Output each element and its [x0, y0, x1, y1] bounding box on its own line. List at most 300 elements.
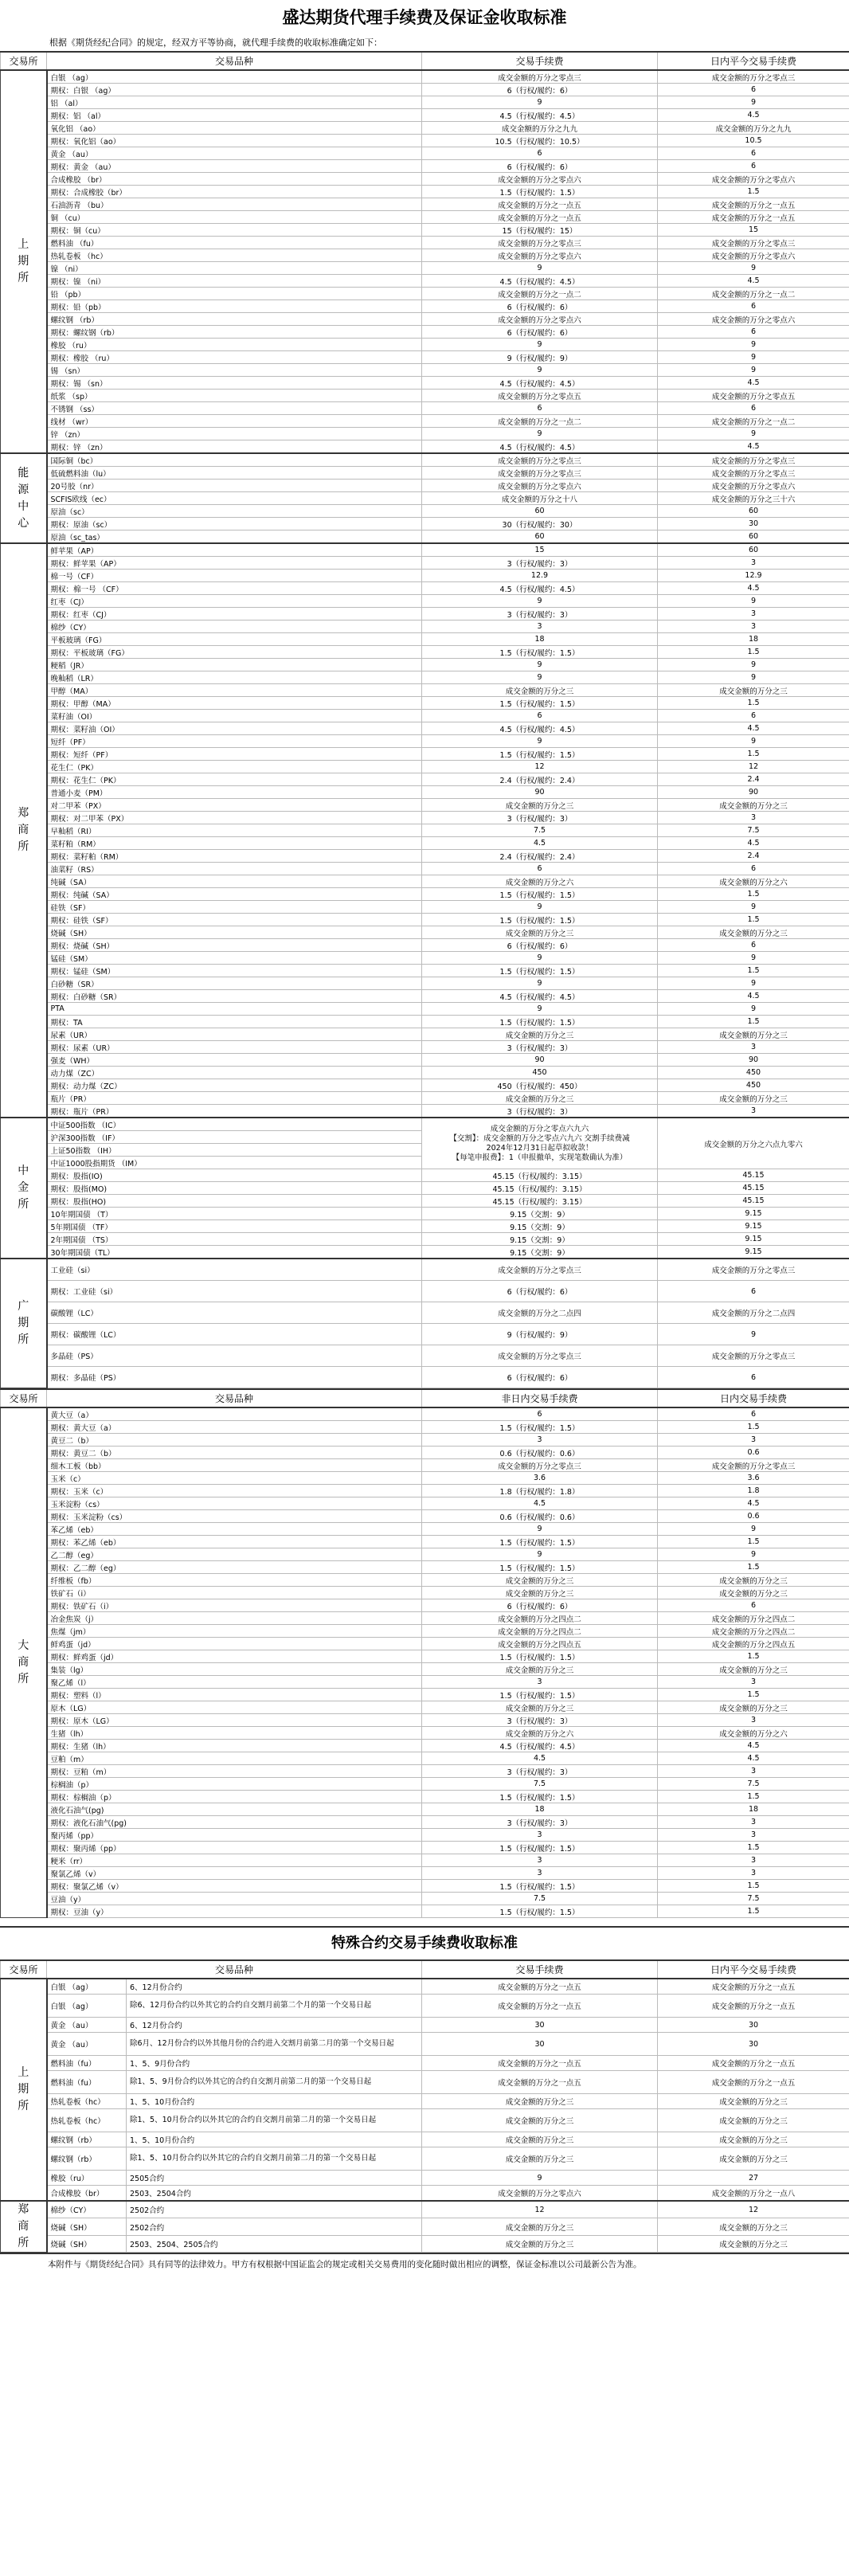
- product-cell: 玉米（c）: [47, 1472, 422, 1485]
- table-row: [1, 288, 849, 300]
- product-cell: 期权：鲜鸡蛋（jd）: [47, 1650, 422, 1663]
- table-row: [1, 300, 849, 313]
- table-row: [1, 1246, 849, 1259]
- table-row: [1, 1028, 849, 1041]
- table-row: [1, 863, 849, 875]
- table-row: [1, 952, 849, 965]
- table-row: [1, 1485, 849, 1497]
- product-cell: 棉纱（CY）: [47, 2201, 127, 2218]
- table-row: [1, 595, 849, 608]
- intraday-fee-cell: 1.5: [658, 888, 849, 901]
- header-row: [1, 52, 849, 70]
- product-cell: 期权：股指(MO): [47, 1182, 422, 1195]
- intraday-fee-cell: 18: [658, 1803, 849, 1816]
- table-row: [1, 518, 849, 530]
- product-cell: 低硫燃料油（lu）: [47, 467, 422, 480]
- product-cell: 橡胶（ru）: [47, 2171, 127, 2186]
- table-row: [1, 1816, 849, 1829]
- table-row: [1, 1701, 849, 1714]
- fee-cell: 成交金额的万分之三: [422, 1663, 658, 1676]
- intraday-fee-cell: 成交金额的万分之二点四: [658, 1302, 849, 1324]
- intraday-fee-cell: 9: [658, 1548, 849, 1561]
- table-row: [1, 557, 849, 570]
- table-row: [1, 773, 849, 786]
- table-row: [1, 147, 849, 160]
- fee-cell: 6（行权/履约：6）: [422, 1599, 658, 1612]
- fee-cell: 1.5（行权/履约：1.5）: [422, 1650, 658, 1663]
- product-cell: 期权：棉一号 （CF）: [47, 582, 422, 595]
- table-row: [1, 1079, 849, 1092]
- product-cell: 氧化铝 （ao）: [47, 122, 422, 135]
- fee-cell: 6（行权/履约：6）: [422, 326, 658, 339]
- table-row: [1, 1752, 849, 1765]
- fee-cell: 6: [422, 1407, 658, 1421]
- fee-cell: 9: [422, 1003, 658, 1016]
- product-cell: 期权：黄豆二（b）: [47, 1447, 422, 1459]
- fee-cell: 45.15（行权/履约：3.15）: [422, 1182, 658, 1195]
- fee-cell: 成交金额的万分之四点五: [422, 1638, 658, 1650]
- table-row: [1, 748, 849, 761]
- intraday-fee-cell: 450: [658, 1079, 849, 1092]
- header-cell: 交易品种: [47, 1960, 422, 1979]
- fee-cell: 1.5（行权/履约：1.5）: [422, 1536, 658, 1548]
- intraday-fee-cell: 成交金额的万分之三: [658, 2218, 849, 2235]
- table-row: [1, 837, 849, 850]
- special-table-row: [1, 2201, 849, 2218]
- fee-cell: 1.5（行权/履约：1.5）: [422, 1421, 658, 1434]
- intraday-fee-cell: 3: [658, 812, 849, 824]
- intraday-fee-cell: 成交金额的万分之一点二: [658, 288, 849, 300]
- special-table-row: [1, 1979, 849, 1995]
- table-row: [1, 1778, 849, 1791]
- table-row: [1, 1867, 849, 1880]
- product-cell: 原油（sc）: [47, 505, 422, 518]
- table-row: [1, 453, 849, 467]
- fee-cell: 30: [422, 2033, 658, 2056]
- fee-cell: 60: [422, 530, 658, 544]
- fee-cell: 成交金额的万分之零点六: [422, 249, 658, 262]
- header-cell: 交易品种: [47, 52, 422, 70]
- fee-cell: 9: [422, 977, 658, 990]
- product-cell: 烧碱（SH）: [47, 2218, 127, 2235]
- product-cell: 纸浆 （sp）: [47, 390, 422, 402]
- product-cell: 热轧卷板 （hc）: [47, 249, 422, 262]
- intraday-fee-cell: 4.5: [658, 990, 849, 1003]
- fee-cell: 9.15（交割：9）: [422, 1208, 658, 1220]
- fee-cell: 12.9: [422, 570, 658, 582]
- table-row: [1, 1259, 849, 1281]
- fee-cell: 成交金额的万分之一点五: [422, 211, 658, 224]
- product-cell: 期权：甲醇（MA）: [47, 697, 422, 710]
- intraday-fee-cell: 成交金额的万分之三: [658, 1663, 849, 1676]
- table-row: [1, 608, 849, 621]
- product-cell: 不锈钢 （ss）: [47, 402, 422, 415]
- table-row: [1, 224, 849, 237]
- product-cell: 苯乙烯（eb）: [47, 1523, 422, 1536]
- intraday-fee-cell: 1.5: [658, 965, 849, 977]
- table-row: [1, 1638, 849, 1650]
- table-row: [1, 1650, 849, 1663]
- table-row: [1, 96, 849, 109]
- product-cell: SCFIS欧线（ec）: [47, 492, 422, 505]
- fee-cell: 成交金额的万分之六: [422, 1727, 658, 1740]
- intraday-fee-cell: 45.15: [658, 1182, 849, 1195]
- intraday-fee-cell: 3: [658, 1765, 849, 1778]
- product-cell: 期权：平板玻璃（FG）: [47, 646, 422, 659]
- table-row: [1, 722, 849, 735]
- product-cell: 期权：股指(HO): [47, 1195, 422, 1208]
- product-cell: 5年期国债 （TF）: [47, 1220, 422, 1233]
- product-cell: 原油（sc_tas）: [47, 530, 422, 544]
- table-row: [1, 1421, 849, 1434]
- product-cell: 期权：铅（pb）: [47, 300, 422, 313]
- product-cell: 尿素（UR）: [47, 1028, 422, 1041]
- intraday-fee-cell: 成交金额的万分之四点二: [658, 1612, 849, 1625]
- table-row: [1, 377, 849, 390]
- fee-cell: 3: [422, 621, 658, 633]
- product-cell: 螺纹钢 （rb）: [47, 313, 422, 326]
- product-cell: 粳稻（JR）: [47, 659, 422, 671]
- product-cell: 早籼稻（RI）: [47, 824, 422, 837]
- product-cell: 期权：硅铁（SF）: [47, 914, 422, 926]
- intraday-fee-cell: 成交金额的万分之零点六: [658, 249, 849, 262]
- product-cell: 工业硅（si）: [47, 1259, 422, 1281]
- product-cell: 菜籽油（OI）: [47, 710, 422, 722]
- table-row: [1, 1281, 849, 1302]
- fee-cell: 45.15（行权/履约：3.15）: [422, 1169, 658, 1182]
- intraday-fee-cell: 6: [658, 1407, 849, 1421]
- table-row: [1, 1434, 849, 1447]
- intraday-fee-cell: 3: [658, 1867, 849, 1880]
- fee-cell: 成交金额的万分之零点三: [422, 1345, 658, 1367]
- table-row: [1, 1302, 849, 1324]
- fee-cell: 7.5: [422, 1893, 658, 1905]
- intraday-fee-cell: 90: [658, 1054, 849, 1067]
- intraday-fee-cell: 12: [658, 761, 849, 773]
- fee-cell: 3: [422, 1867, 658, 1880]
- intro-text: 根据《期货经纪合同》的规定，经双方平等协商，就代理手续费的收取标准确定如下：: [49, 37, 382, 48]
- intraday-fee-cell: 1.5: [658, 1689, 849, 1701]
- table-row: [1, 1003, 849, 1016]
- table-row: [1, 659, 849, 671]
- product-cell: 黄大豆（a）: [47, 1407, 422, 1421]
- table-row: [1, 1791, 849, 1803]
- product-cell: 花生仁（PK）: [47, 761, 422, 773]
- intraday-fee-cell: 9: [658, 977, 849, 990]
- fee-cell: 4.5（行权/履约：4.5）: [422, 722, 658, 735]
- intraday-fee-cell: 60: [658, 543, 849, 557]
- header-cell: 交易手续费: [422, 1960, 658, 1979]
- fee-cell: 1.5（行权/履约：1.5）: [422, 1561, 658, 1574]
- product-cell: 30年期国债（TL）: [47, 1246, 422, 1259]
- intraday-fee-cell: 7.5: [658, 1778, 849, 1791]
- contract-cell: 2502合约: [127, 2218, 422, 2235]
- table-row: [1, 70, 849, 84]
- product-cell: 铝 （al）: [47, 96, 422, 109]
- intraday-fee-cell: 3: [658, 1714, 849, 1727]
- table-row: [1, 1407, 849, 1421]
- table-row: [1, 1536, 849, 1548]
- table-row: [1, 888, 849, 901]
- intraday-fee-cell: 9: [658, 1003, 849, 1016]
- table-row: [1, 135, 849, 147]
- table-row: [1, 697, 849, 710]
- intraday-fee-cell: 3: [658, 1105, 849, 1118]
- table-row: [1, 1195, 849, 1208]
- table-row: [1, 1182, 849, 1195]
- table-row: [1, 1548, 849, 1561]
- fee-cell: 成交金额的万分之六: [422, 875, 658, 888]
- intraday-fee-cell: 30: [658, 2018, 849, 2033]
- fee-cell: 450: [422, 1067, 658, 1079]
- fee-cell: 30（行权/履约：30）: [422, 518, 658, 530]
- special-table-row: [1, 2186, 849, 2202]
- fee-cell: 3: [422, 1434, 658, 1447]
- product-cell: 期权：豆粕（m）: [47, 1765, 422, 1778]
- intraday-fee-cell: 30: [658, 2033, 849, 2056]
- fee-cell: 2.4（行权/履约：2.4）: [422, 850, 658, 863]
- fee-cell: 18: [422, 633, 658, 646]
- table-row: [1, 1905, 849, 1918]
- fee-cell: 成交金额的万分之一点二: [422, 415, 658, 428]
- intraday-fee-cell: 4.5: [658, 1752, 849, 1765]
- table-row: [1, 1345, 849, 1367]
- fee-cell: 12: [422, 2201, 658, 2218]
- fee-cell: 18: [422, 1803, 658, 1816]
- product-cell: 期权：TA: [47, 1016, 422, 1028]
- product-cell: 期权：塑料（l）: [47, 1689, 422, 1701]
- product-cell: 上证50指数 （IH）: [47, 1144, 422, 1157]
- intraday-fee-cell: 1.5: [658, 186, 849, 198]
- table-row: [1, 671, 849, 684]
- product-cell: 期权：烧碱（SH）: [47, 939, 422, 952]
- fee-cell: 成交金额的万分之零点六: [422, 480, 658, 492]
- intraday-fee-cell: 4.5: [658, 837, 849, 850]
- table-row: [1, 1676, 849, 1689]
- intraday-fee-cell: 成交金额的万分之零点六: [658, 480, 849, 492]
- table-row: [1, 1067, 849, 1079]
- fee-cell: 3（行权/履约：3）: [422, 1714, 658, 1727]
- intraday-fee-cell: 3: [658, 557, 849, 570]
- product-cell: 白银 （ag）: [47, 70, 422, 84]
- fee-cell: 成交金额的万分之三: [422, 2109, 658, 2132]
- table-row: [1, 570, 849, 582]
- table-row: [1, 1459, 849, 1472]
- table-row: [1, 914, 849, 926]
- intraday-fee-cell: 成交金额的万分之三: [658, 1701, 849, 1714]
- table-row: [1, 1893, 849, 1905]
- fee-cell: 成交金额的万分之三: [422, 926, 658, 939]
- table-row: [1, 1447, 849, 1459]
- fee-cell: 成交金额的万分之三: [422, 1587, 658, 1599]
- table-row: [1, 824, 849, 837]
- table-row: [1, 390, 849, 402]
- fee-cell: 3（行权/履约：3）: [422, 1105, 658, 1118]
- product-cell: 瓶片（PR）: [47, 1092, 422, 1105]
- fee-cell: 9: [422, 1523, 658, 1536]
- product-cell: 期权：鲜苹果（AP）: [47, 557, 422, 570]
- table-row: [1, 415, 849, 428]
- fee-cell: 成交金额的万分之一点五: [422, 2056, 658, 2071]
- table-row: [1, 1587, 849, 1599]
- intraday-fee-cell: 6: [658, 1281, 849, 1302]
- fee-cell: 4.5（行权/履约：4.5）: [422, 582, 658, 595]
- intraday-fee-cell: 成交金额的万分之九九: [658, 122, 849, 135]
- table-row: [1, 1689, 849, 1701]
- fee-cell: 7.5: [422, 1778, 658, 1791]
- fee-cell: 成交金额的万分之零点三: [422, 1259, 658, 1281]
- intraday-fee-cell: 9: [658, 339, 849, 351]
- fee-cell: 9: [422, 364, 658, 377]
- fee-cell: 1.5（行权/履约：1.5）: [422, 965, 658, 977]
- intraday-fee-cell: 1.8: [658, 1485, 849, 1497]
- table-row: [1, 1765, 849, 1778]
- special-table-row: [1, 2109, 849, 2132]
- intraday-fee-cell: 成交金额的万分之一点五: [658, 1995, 849, 2018]
- table-row: [1, 977, 849, 990]
- header-row: [1, 1960, 849, 1979]
- intraday-fee-cell: 4.5: [658, 440, 849, 454]
- intraday-fee-cell: 成交金额的万分之一点二: [658, 415, 849, 428]
- special-table-row: [1, 2171, 849, 2186]
- fee-cell: 1.5（行权/履约：1.5）: [422, 1016, 658, 1028]
- contract-cell: 除1、5、10月份合约以外其它的合约自交割月前第二月的第一个交易日起: [127, 2109, 422, 2132]
- product-cell: 烧碱（SH）: [47, 926, 422, 939]
- table-row: [1, 237, 849, 249]
- product-cell: 焦煤（jm）: [47, 1625, 422, 1638]
- table-row: [1, 786, 849, 799]
- table-row: [1, 1561, 849, 1574]
- contract-cell: 除1、5、10月份合约以外其它的合约自交割月前第二月的第一个交易日起: [127, 2147, 422, 2171]
- intraday-fee-cell: 9: [658, 659, 849, 671]
- table-row: [1, 480, 849, 492]
- product-cell: 硅铁（SF）: [47, 901, 422, 914]
- fee-cell: 4.5（行权/履约：4.5）: [422, 1740, 658, 1752]
- contract-cell: 除6、12月份合约以外其它的合约自交割月前第二个月的第一个交易日起: [127, 1995, 422, 2018]
- table-row: [1, 1016, 849, 1028]
- fee-cell: 9: [422, 1548, 658, 1561]
- exchange-cell: 郑 商 所: [1, 2201, 47, 2253]
- table-row: [1, 313, 849, 326]
- fee-cell: 4.5（行权/履约：4.5）: [422, 377, 658, 390]
- product-cell: 黄金 （au）: [47, 2033, 127, 2056]
- fee-cell: 9: [422, 671, 658, 684]
- table-row: [1, 1092, 849, 1105]
- product-cell: 期权：豆油（y）: [47, 1905, 422, 1918]
- product-cell: 棕榈油（p）: [47, 1778, 422, 1791]
- table-row: [1, 1523, 849, 1536]
- intraday-fee-cell: 成交金额的万分之零点三: [658, 70, 849, 84]
- product-cell: PTA: [47, 1003, 422, 1016]
- product-cell: 期权：原木（LG）: [47, 1714, 422, 1727]
- table-row: [1, 1220, 849, 1233]
- intraday-fee-cell: 9: [658, 364, 849, 377]
- intraday-fee-cell: 9: [658, 262, 849, 275]
- intraday-fee-cell: 9.15: [658, 1246, 849, 1259]
- intraday-fee-cell: 6: [658, 1599, 849, 1612]
- table-row: [1, 646, 849, 659]
- product-cell: 中证500指数 （IC）: [47, 1118, 422, 1131]
- fee-cell: 成交金额的万分之三: [422, 799, 658, 812]
- contract-cell: 1、5、9月份合约: [127, 2056, 422, 2071]
- product-cell: 螺纹钢（rb）: [47, 2132, 127, 2147]
- intraday-fee-cell: 6: [658, 147, 849, 160]
- intraday-fee-cell: 1.5: [658, 1905, 849, 1918]
- special-table-row: [1, 2218, 849, 2235]
- intraday-fee-cell: 成交金额的万分之三: [658, 2109, 849, 2132]
- product-cell: 甲醇（MA）: [47, 684, 422, 697]
- product-cell: 期权：氧化铝（ao）: [47, 135, 422, 147]
- intraday-fee-cell: 9: [658, 428, 849, 440]
- product-cell: 期权：橡胶 （ru）: [47, 351, 422, 364]
- product-cell: 平板玻璃（FG）: [47, 633, 422, 646]
- fee-cell: 30: [422, 2018, 658, 2033]
- table-row: [1, 275, 849, 288]
- table-row: [1, 173, 849, 186]
- contract-cell: 2502合约: [127, 2201, 422, 2218]
- table-row: [1, 543, 849, 557]
- product-cell: 白银 （ag）: [47, 1995, 127, 2018]
- intraday-fee-cell: 9: [658, 1324, 849, 1345]
- intraday-fee-cell: 9: [658, 351, 849, 364]
- page-title: 盛达期货代理手续费及保证金收取标准: [282, 7, 567, 27]
- header-cell: 日内平今交易手续费: [658, 52, 849, 70]
- table-row: [1, 1510, 849, 1523]
- product-cell: 期权：红枣（CJ）: [47, 608, 422, 621]
- intraday-fee-cell: 3: [658, 1434, 849, 1447]
- fee-cell: 12: [422, 761, 658, 773]
- intraday-fee-cell: 成交金额的万分之三: [658, 2147, 849, 2171]
- product-cell: 细木工板（bb）: [47, 1459, 422, 1472]
- intraday-fee-cell: 6: [658, 939, 849, 952]
- table-row: [1, 326, 849, 339]
- product-cell: 普通小麦（PM）: [47, 786, 422, 799]
- intraday-fee-cell: 成交金额的万分之零点六: [658, 313, 849, 326]
- intraday-fee-cell: 成交金额的万分之三: [658, 1028, 849, 1041]
- table-row: [1, 799, 849, 812]
- special-table-row: [1, 2056, 849, 2071]
- fee-cell: 成交金额的万分之零点三: [422, 453, 658, 467]
- header-cell: 交易所: [1, 52, 47, 70]
- header-cell: 交易所: [1, 1960, 47, 1979]
- exchange-cell: 中 金 所: [1, 1118, 47, 1259]
- table-row: [1, 901, 849, 914]
- product-cell: 强麦（WH）: [47, 1054, 422, 1067]
- intraday-fee-cell: 3: [658, 1829, 849, 1842]
- table-row: [1, 1727, 849, 1740]
- header-cell: 非日内交易手续费: [422, 1389, 658, 1407]
- header-cell: 日内交易手续费: [658, 1389, 849, 1407]
- table-row: [1, 1714, 849, 1727]
- table-row: [1, 1054, 849, 1067]
- intraday-fee-cell: 3.6: [658, 1472, 849, 1485]
- product-cell: 菜籽粕（RM）: [47, 837, 422, 850]
- table-row: [1, 1803, 849, 1816]
- product-cell: 期权：花生仁（PK）: [47, 773, 422, 786]
- fee-cell: 6（行权/履约：6）: [422, 939, 658, 952]
- fee-cell: 成交金额的万分之九九: [422, 122, 658, 135]
- intraday-fee-cell: 成交金额的万分之一点五: [658, 1979, 849, 1995]
- fee-cell: 450（行权/履约：450）: [422, 1079, 658, 1092]
- product-cell: 期权：液化石油气(pg): [47, 1816, 422, 1829]
- product-cell: 热轧卷板（hc）: [47, 2109, 127, 2132]
- fee-cell: 60: [422, 505, 658, 518]
- table-row: [1, 1105, 849, 1118]
- special-table-row: [1, 2235, 849, 2252]
- intraday-fee-cell: 6: [658, 710, 849, 722]
- fee-cell: 3（行权/履约：3）: [422, 1816, 658, 1829]
- product-cell: 镍 （ni）: [47, 262, 422, 275]
